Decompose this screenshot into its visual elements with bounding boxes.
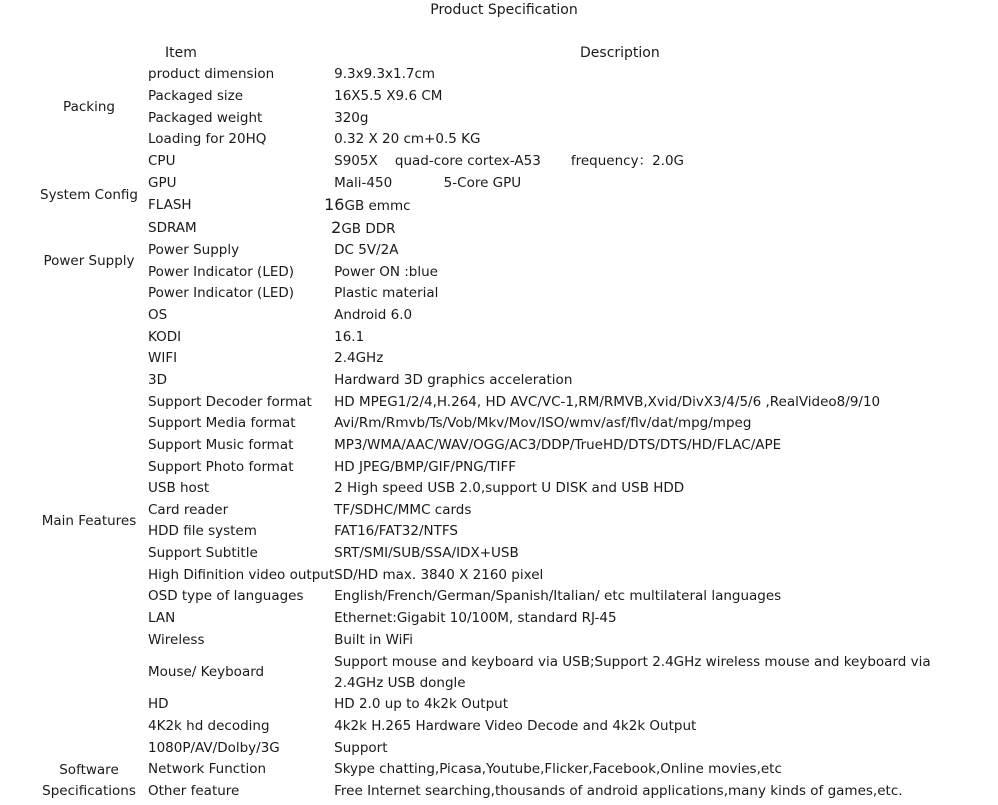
item-label: Loading for 20HQ [148,131,267,148]
item-label: Power Indicator (LED) [148,285,295,302]
item-label: High Difinition video output [148,566,335,583]
table-row [30,781,931,803]
group-software-specifications: Software Specifications [42,761,136,799]
table-row [30,435,931,457]
item-description: Android 6.0 [334,307,413,324]
item-description: Ethernet:Gigabit 10/100M, standard RJ-45 [334,610,617,627]
table-row [30,521,931,543]
item-description: SD/HD max. 3840 X 2160 pixel [334,566,544,583]
flash-size-number: 16 [324,194,345,214]
table-row [30,305,931,327]
item-label: Support Music format [148,436,294,453]
item-label: WIFI [148,350,178,367]
item-label: SDRAM [148,219,197,236]
item-label: FLASH [148,196,192,213]
table-row [30,586,931,608]
table-row [30,240,931,262]
table-row [30,456,931,478]
item-description: Power ON :blue [334,263,438,280]
group-system-config: System Config [40,186,138,203]
item-description: Hardward 3D graphics acceleration [334,372,573,388]
item-description: 2.4GHz [334,350,384,367]
column-header-item: Item [165,45,197,61]
table-row [30,370,931,392]
item-label: 1080P/AV/Dolby/3G [148,739,280,756]
item-description: SRT/SMI/SUB/SSA/IDX+USB [334,545,519,562]
group-packing: Packing [63,98,115,115]
table-row [30,391,931,413]
item-description-continued: 2.4GHz USB dongle [334,674,466,691]
table-row [30,217,931,240]
item-description: Skype chatting,Picasa,Youtube,Flicker,Facebook,Online movies,etc [334,761,782,778]
item-description: HD 2.0 up to 4k2k Output [334,696,508,713]
table-row [30,694,931,716]
item-label: product dimension [148,66,275,83]
table-row [30,86,931,108]
item-description: 2 High speed USB 2.0,support U DISK and USB HDD [334,480,685,497]
item-description: MP3/WMA/AAC/WAV/OGG/AC3/DDP/TrueHD/DTS/DTS/HD/FLAC/APE [334,436,782,453]
item-description: TF/SDHC/MMC cards [334,501,472,518]
item-label: LAN [148,610,176,627]
group-main-features: Main Features [41,512,137,529]
item-description: 16X5.5 X9.6 CM [334,87,443,104]
table-row [30,478,931,500]
item-label: KODI [148,328,182,345]
item-description: Mali-450 5-Core GPU [334,174,522,191]
item-description: 16.1 [334,328,365,345]
column-header-description: Description [580,45,660,61]
table-row [30,564,931,586]
table-row [30,629,931,651]
item-label: HDD file system [148,523,257,540]
item-label: Other feature [148,782,240,799]
item-description: DC 5V/2A [334,242,399,259]
item-label: OS [148,307,168,324]
item-label: HD [148,696,169,713]
item-description: 2GB DDR [331,217,396,237]
item-label: Support Subtitle [148,545,258,562]
group-power-supply: Power Supply [43,252,135,269]
item-label: Card reader [148,501,229,518]
item-description: 320g [334,109,369,126]
table-row [30,737,931,759]
item-label: GPU [148,174,177,191]
table-row [30,543,931,565]
table-row [30,500,931,522]
page-title: Product Specification [430,2,578,18]
item-label: CPU [148,152,176,169]
item-description: Support [334,739,388,756]
item-label: Power Supply [148,242,240,259]
table-row [30,64,931,86]
table-row [30,172,931,194]
table-row [30,413,931,435]
item-label: 4K2k hd decoding [148,717,270,734]
item-label: OSD type of languages [148,588,304,605]
item-description: S905X quad-core cortex-A53 frequency：2.0G [334,152,684,169]
sdram-size-number: 2 [331,217,342,237]
item-label: Power Indicator (LED) [148,263,295,280]
table-row [30,608,931,630]
table-row [30,107,931,129]
table-row [30,348,931,370]
item-label: Support Decoder format [148,393,312,410]
item-label: Support Media format [148,415,296,432]
item-description: Built in WiFi [334,631,413,648]
item-description: 9.3x9.3x1.7cm [334,66,436,83]
item-description: English/French/German/Spanish/Italian/ etc multilateral languages [334,588,782,605]
item-description: Avi/Rm/Rmvb/Ts/Vob/Mkv/Mov/ISO/wmv/asf/flv/dat/mpg/mpeg [334,415,752,432]
item-description: 4k2k H.265 Hardware Video Decode and 4k2k Output [334,717,697,734]
spec-table [30,64,931,802]
item-label: Packaged size [148,87,243,104]
item-description: 0.32 X 20 cm+0.5 KG [334,131,481,148]
item-label: Network Function [148,761,267,778]
item-description: Plastic material [334,285,439,302]
item-description: HD JPEG/BMP/GIF/PNG/TIFF [334,458,516,475]
item-description: 16GB emmc [324,194,411,214]
table-row [30,261,931,283]
item-description: Support mouse and keyboard via USB;Support 2.4GHz wireless mouse and keyboard via 2.4GHz USB dongle [334,651,931,694]
table-row [30,151,931,173]
table-row [30,759,931,781]
table-row [30,326,931,348]
item-label: Wireless [148,631,205,648]
item-description: Free Internet searching,thousands of android applications,many kinds of games,etc. [334,782,903,799]
table-row [30,283,931,305]
item-label: Mouse/ Keyboard [148,664,265,681]
item-description: FAT16/FAT32/NTFS [334,523,458,540]
table-row [30,129,931,151]
table-row [30,651,931,694]
item-label: Packaged weight [148,109,263,126]
table-row [30,716,931,738]
item-label: Support Photo format [148,458,294,475]
item-description: HD MPEG1/2/4,H.264, HD AVC/VC-1,RM/RMVB,Xvid/DivX3/4/5/6 ,RealVideo8/9/10 [334,393,881,410]
item-label: USB host [148,480,210,497]
table-row [30,194,931,217]
item-label: 3D [148,372,167,388]
